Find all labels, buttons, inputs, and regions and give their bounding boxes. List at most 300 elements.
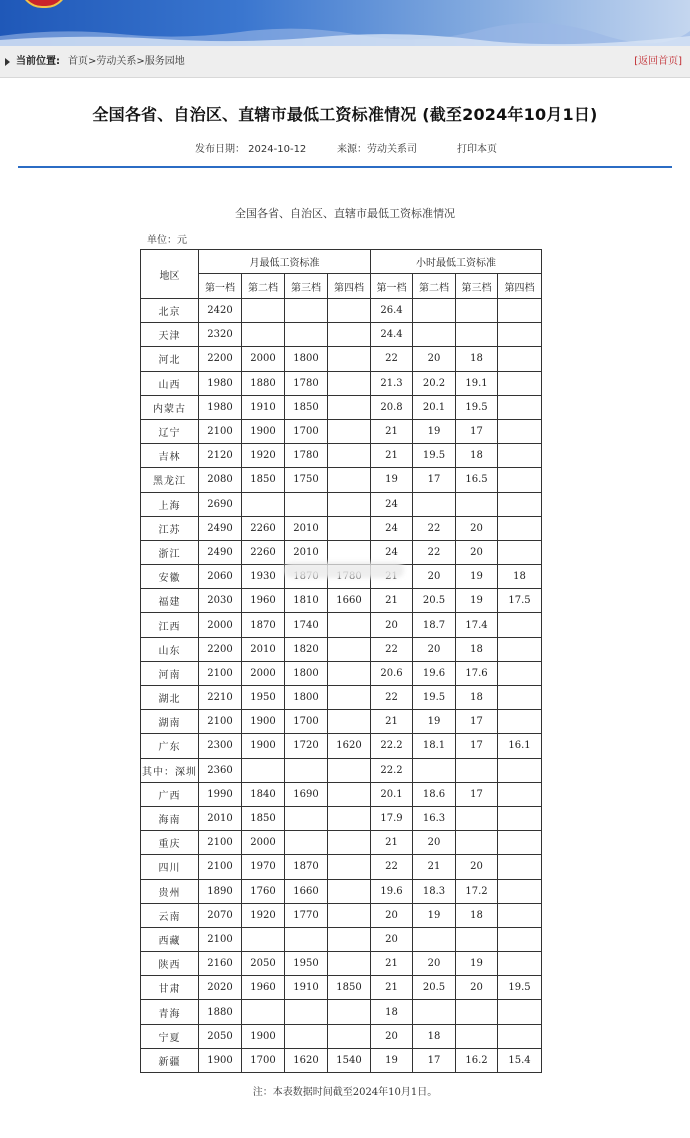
table-row xyxy=(141,903,542,927)
monthly-value-cell: 2080 xyxy=(199,468,242,492)
hourly-value-cell: 17.4 xyxy=(456,613,498,637)
hourly-value-cell xyxy=(498,806,542,830)
hourly-value-cell: 21 xyxy=(371,710,413,734)
hourly-value-cell: 19 xyxy=(456,589,498,613)
region-cell: 湖北 xyxy=(141,686,199,710)
monthly-value-cell xyxy=(242,758,285,782)
monthly-value-cell: 2490 xyxy=(199,516,242,540)
region-cell: 辽宁 xyxy=(141,419,199,443)
hourly-value-cell xyxy=(498,855,542,879)
monthly-value-cell xyxy=(328,879,371,903)
region-cell: 新疆 xyxy=(141,1048,199,1072)
hourly-value-cell xyxy=(498,613,542,637)
monthly-value-cell: 1540 xyxy=(328,1048,371,1072)
monthly-value-cell: 1620 xyxy=(328,734,371,758)
hourly-value-cell xyxy=(498,903,542,927)
monthly-value-cell: 2320 xyxy=(199,323,242,347)
hourly-value-cell: 19.6 xyxy=(413,661,456,685)
table-row xyxy=(141,855,542,879)
monthly-value-cell xyxy=(285,299,328,323)
monthly-value-cell: 1920 xyxy=(242,444,285,468)
hourly-value-cell: 18.1 xyxy=(413,734,456,758)
hourly-tier-header: 第三档 xyxy=(456,274,498,299)
region-header: 地区 xyxy=(141,250,199,299)
monthly-value-cell: 2050 xyxy=(242,952,285,976)
table-row xyxy=(141,1048,542,1072)
hourly-value-cell: 20 xyxy=(413,831,456,855)
hourly-value-cell xyxy=(498,395,542,419)
hourly-value-cell xyxy=(498,299,542,323)
hourly-value-cell: 22 xyxy=(371,855,413,879)
region-cell: 云南 xyxy=(141,903,199,927)
region-cell: 安徽 xyxy=(141,565,199,589)
monthly-value-cell: 1960 xyxy=(242,976,285,1000)
hourly-value-cell: 21.3 xyxy=(371,371,413,395)
hourly-value-cell: 18 xyxy=(456,686,498,710)
print-page-link[interactable]: 打印本页 xyxy=(457,144,497,155)
hourly-value-cell: 17.9 xyxy=(371,806,413,830)
hourly-value-cell xyxy=(498,758,542,782)
hourly-value-cell xyxy=(498,952,542,976)
monthly-value-cell: 1800 xyxy=(285,661,328,685)
hourly-tier-header: 第一档 xyxy=(371,274,413,299)
hourly-value-cell: 17 xyxy=(456,782,498,806)
hourly-value-cell: 18 xyxy=(371,1000,413,1024)
monthly-value-cell: 1980 xyxy=(199,395,242,419)
monthly-value-cell: 1750 xyxy=(285,468,328,492)
hourly-value-cell: 17.6 xyxy=(456,661,498,685)
table-row xyxy=(141,1024,542,1048)
monthly-tier-header: 第三档 xyxy=(285,274,328,299)
table-row xyxy=(141,661,542,685)
hourly-value-cell: 21 xyxy=(371,589,413,613)
hourly-value-cell: 20 xyxy=(371,1024,413,1048)
table-row xyxy=(141,806,542,830)
article-meta xyxy=(0,140,690,154)
hourly-value-cell: 22.2 xyxy=(371,758,413,782)
hourly-value-cell: 24 xyxy=(371,492,413,516)
monthly-value-cell xyxy=(328,686,371,710)
region-cell: 其中：深圳 xyxy=(141,758,199,782)
monthly-value-cell: 2200 xyxy=(199,637,242,661)
hourly-value-cell: 22 xyxy=(413,516,456,540)
region-cell: 广东 xyxy=(141,734,199,758)
monthly-value-cell: 2060 xyxy=(199,565,242,589)
hourly-value-cell: 18 xyxy=(456,347,498,371)
monthly-value-cell: 1900 xyxy=(242,419,285,443)
hourly-header: 小时最低工资标准 xyxy=(371,250,542,274)
hourly-value-cell: 24.4 xyxy=(371,323,413,347)
monthly-value-cell: 1700 xyxy=(285,419,328,443)
monthly-value-cell xyxy=(328,758,371,782)
hourly-value-cell xyxy=(498,927,542,951)
hourly-value-cell xyxy=(413,299,456,323)
table-row xyxy=(141,444,542,468)
monthly-value-cell xyxy=(328,637,371,661)
monthly-value-cell xyxy=(328,395,371,419)
hourly-value-cell xyxy=(456,831,498,855)
hourly-value-cell: 21 xyxy=(371,419,413,443)
region-cell: 海南 xyxy=(141,806,199,830)
monthly-value-cell xyxy=(328,540,371,564)
hourly-value-cell: 17 xyxy=(413,1048,456,1072)
region-cell: 河南 xyxy=(141,661,199,685)
hourly-value-cell: 18 xyxy=(413,1024,456,1048)
monthly-value-cell: 2100 xyxy=(199,831,242,855)
breadcrumb-service-garden[interactable]: 服务园地 xyxy=(144,56,185,67)
hourly-value-cell: 20 xyxy=(413,637,456,661)
monthly-value-cell xyxy=(328,806,371,830)
monthly-value-cell: 1780 xyxy=(285,371,328,395)
article-source: 来源：劳动关系司 xyxy=(337,144,417,155)
table-row xyxy=(141,516,542,540)
region-cell: 浙江 xyxy=(141,540,199,564)
table-row xyxy=(141,952,542,976)
hourly-value-cell xyxy=(456,492,498,516)
hourly-value-cell: 18 xyxy=(456,903,498,927)
region-cell: 吉林 xyxy=(141,444,199,468)
monthly-value-cell: 1990 xyxy=(199,782,242,806)
region-cell: 陕西 xyxy=(141,952,199,976)
hourly-value-cell: 20.5 xyxy=(413,976,456,1000)
table-row xyxy=(141,395,542,419)
breadcrumb-labor-relations[interactable]: 劳动关系 xyxy=(96,56,137,67)
hourly-value-cell: 20 xyxy=(371,927,413,951)
hourly-value-cell: 19 xyxy=(413,710,456,734)
table-row xyxy=(141,879,542,903)
table-unit: 单位：元 xyxy=(147,235,187,246)
hourly-value-cell: 21 xyxy=(371,952,413,976)
region-cell: 北京 xyxy=(141,299,199,323)
hourly-value-cell: 19.5 xyxy=(413,444,456,468)
table-row xyxy=(141,299,542,323)
region-cell: 江西 xyxy=(141,613,199,637)
hourly-value-cell: 18 xyxy=(456,444,498,468)
hourly-value-cell: 17 xyxy=(413,468,456,492)
breadcrumb-separator: > xyxy=(88,56,97,67)
hourly-value-cell: 15.4 xyxy=(498,1048,542,1072)
monthly-value-cell: 1900 xyxy=(242,1024,285,1048)
monthly-value-cell xyxy=(328,516,371,540)
monthly-value-cell: 2010 xyxy=(285,540,328,564)
monthly-value-cell: 1900 xyxy=(242,710,285,734)
table-row xyxy=(141,492,542,516)
monthly-value-cell: 1910 xyxy=(285,976,328,1000)
monthly-value-cell: 2010 xyxy=(199,806,242,830)
monthly-value-cell: 1850 xyxy=(328,976,371,1000)
hourly-value-cell: 21 xyxy=(371,976,413,1000)
hourly-value-cell xyxy=(498,371,542,395)
region-cell: 广西 xyxy=(141,782,199,806)
monthly-value-cell: 2050 xyxy=(199,1024,242,1048)
hourly-value-cell: 20.1 xyxy=(413,395,456,419)
monthly-value-cell: 2100 xyxy=(199,419,242,443)
monthly-value-cell: 2260 xyxy=(242,540,285,564)
monthly-value-cell: 2000 xyxy=(242,661,285,685)
region-cell: 黑龙江 xyxy=(141,468,199,492)
hourly-value-cell xyxy=(413,927,456,951)
hourly-value-cell: 22 xyxy=(371,686,413,710)
monthly-tier-header: 第二档 xyxy=(242,274,285,299)
monthly-value-cell: 1930 xyxy=(242,565,285,589)
monthly-value-cell xyxy=(328,371,371,395)
monthly-value-cell: 1850 xyxy=(242,806,285,830)
hourly-value-cell xyxy=(498,516,542,540)
monthly-value-cell: 1840 xyxy=(242,782,285,806)
monthly-value-cell xyxy=(328,492,371,516)
hourly-value-cell: 19 xyxy=(371,1048,413,1072)
table-row xyxy=(141,540,542,564)
monthly-value-cell: 1900 xyxy=(199,1048,242,1072)
monthly-value-cell xyxy=(285,492,328,516)
monthly-value-cell: 1690 xyxy=(285,782,328,806)
hourly-tier-header: 第二档 xyxy=(413,274,456,299)
monthly-value-cell: 1850 xyxy=(285,395,328,419)
hourly-value-cell: 20 xyxy=(413,565,456,589)
region-cell: 贵州 xyxy=(141,879,199,903)
monthly-value-cell: 1880 xyxy=(242,371,285,395)
title-divider xyxy=(18,166,672,168)
monthly-value-cell: 1800 xyxy=(285,686,328,710)
hourly-value-cell xyxy=(498,782,542,806)
header-banner xyxy=(0,0,690,46)
hourly-value-cell xyxy=(498,347,542,371)
region-cell: 湖南 xyxy=(141,710,199,734)
hourly-value-cell: 20.8 xyxy=(371,395,413,419)
region-cell: 山西 xyxy=(141,371,199,395)
monthly-value-cell xyxy=(242,323,285,347)
monthly-value-cell xyxy=(328,613,371,637)
table-row xyxy=(141,347,542,371)
table-header-row xyxy=(141,250,542,274)
hourly-value-cell: 17.2 xyxy=(456,879,498,903)
hourly-value-cell xyxy=(498,540,542,564)
table-row xyxy=(141,758,542,782)
back-home-link[interactable]: [返回首页] xyxy=(634,56,682,67)
region-cell: 福建 xyxy=(141,589,199,613)
monthly-value-cell xyxy=(328,347,371,371)
monthly-value-cell: 1700 xyxy=(285,710,328,734)
breadcrumb xyxy=(68,46,185,77)
monthly-value-cell xyxy=(328,927,371,951)
monthly-value-cell: 1910 xyxy=(242,395,285,419)
hourly-value-cell: 20.1 xyxy=(371,782,413,806)
monthly-value-cell xyxy=(328,661,371,685)
monthly-value-cell: 1740 xyxy=(285,613,328,637)
hourly-value-cell: 21 xyxy=(371,831,413,855)
monthly-value-cell: 2360 xyxy=(199,758,242,782)
hourly-value-cell xyxy=(498,444,542,468)
hourly-value-cell: 19.5 xyxy=(456,395,498,419)
monthly-value-cell: 2030 xyxy=(199,589,242,613)
hourly-value-cell xyxy=(413,323,456,347)
table-row xyxy=(141,589,542,613)
monthly-value-cell: 1890 xyxy=(199,879,242,903)
location-label: 当前位置: xyxy=(16,56,60,67)
monthly-value-cell xyxy=(328,444,371,468)
monthly-value-cell: 2200 xyxy=(199,347,242,371)
arrow-right-icon xyxy=(5,58,10,66)
monthly-tier-header: 第一档 xyxy=(199,274,242,299)
hourly-value-cell: 24 xyxy=(371,516,413,540)
hourly-value-cell xyxy=(498,710,542,734)
monthly-value-cell: 1870 xyxy=(285,855,328,879)
region-cell: 西藏 xyxy=(141,927,199,951)
hourly-value-cell: 22 xyxy=(371,637,413,661)
hourly-value-cell: 18.3 xyxy=(413,879,456,903)
hourly-value-cell: 20 xyxy=(413,347,456,371)
hourly-value-cell: 19 xyxy=(413,903,456,927)
monthly-value-cell xyxy=(242,492,285,516)
monthly-value-cell xyxy=(285,806,328,830)
hourly-value-cell: 19 xyxy=(413,419,456,443)
monthly-value-cell xyxy=(328,468,371,492)
hourly-value-cell: 19.6 xyxy=(371,879,413,903)
monthly-value-cell: 2000 xyxy=(242,347,285,371)
hourly-value-cell xyxy=(498,831,542,855)
monthly-value-cell: 2100 xyxy=(199,710,242,734)
breadcrumb-home[interactable]: 首页 xyxy=(68,56,88,67)
region-cell: 上海 xyxy=(141,492,199,516)
hourly-value-cell: 17 xyxy=(456,419,498,443)
monthly-value-cell xyxy=(285,927,328,951)
monthly-value-cell: 2100 xyxy=(199,855,242,879)
monthly-value-cell: 1950 xyxy=(242,686,285,710)
monthly-value-cell: 1850 xyxy=(242,468,285,492)
hourly-value-cell: 20 xyxy=(371,613,413,637)
monthly-value-cell: 2010 xyxy=(242,637,285,661)
hourly-value-cell: 22 xyxy=(413,540,456,564)
table-row xyxy=(141,927,542,951)
table-row xyxy=(141,976,542,1000)
monthly-value-cell: 2420 xyxy=(199,299,242,323)
hourly-value-cell xyxy=(498,323,542,347)
hourly-value-cell: 20 xyxy=(456,540,498,564)
monthly-value-cell: 2160 xyxy=(199,952,242,976)
minimum-wage-table xyxy=(140,249,542,1073)
hourly-value-cell xyxy=(498,637,542,661)
national-emblem-icon xyxy=(20,0,68,8)
region-cell: 河北 xyxy=(141,347,199,371)
hourly-value-cell: 18.6 xyxy=(413,782,456,806)
monthly-value-cell: 2000 xyxy=(242,831,285,855)
monthly-value-cell: 2210 xyxy=(199,686,242,710)
monthly-value-cell: 1810 xyxy=(285,589,328,613)
table-row xyxy=(141,782,542,806)
hourly-value-cell xyxy=(413,758,456,782)
monthly-value-cell xyxy=(242,1000,285,1024)
monthly-value-cell: 1980 xyxy=(199,371,242,395)
hourly-value-cell: 18 xyxy=(498,565,542,589)
monthly-value-cell xyxy=(328,903,371,927)
hourly-value-cell: 24 xyxy=(371,540,413,564)
hourly-value-cell: 19 xyxy=(456,952,498,976)
hourly-value-cell: 20 xyxy=(413,952,456,976)
hourly-value-cell: 26.4 xyxy=(371,299,413,323)
monthly-value-cell: 1760 xyxy=(242,879,285,903)
monthly-value-cell xyxy=(328,1024,371,1048)
hourly-value-cell: 16.5 xyxy=(456,468,498,492)
monthly-value-cell xyxy=(285,1000,328,1024)
hourly-value-cell: 19.5 xyxy=(413,686,456,710)
table-row xyxy=(141,419,542,443)
monthly-value-cell xyxy=(328,323,371,347)
monthly-value-cell: 1660 xyxy=(285,879,328,903)
location-bar xyxy=(0,46,690,78)
table-row xyxy=(141,710,542,734)
hourly-value-cell: 22 xyxy=(371,347,413,371)
table-row xyxy=(141,734,542,758)
monthly-value-cell xyxy=(328,855,371,879)
monthly-value-cell: 1770 xyxy=(285,903,328,927)
banner-landscape xyxy=(0,22,690,46)
region-cell: 内蒙古 xyxy=(141,395,199,419)
table-row xyxy=(141,831,542,855)
hourly-value-cell: 20.2 xyxy=(413,371,456,395)
monthly-value-cell xyxy=(328,1000,371,1024)
monthly-value-cell: 1720 xyxy=(285,734,328,758)
monthly-value-cell: 1660 xyxy=(328,589,371,613)
breadcrumb-separator: > xyxy=(136,56,145,67)
table-row xyxy=(141,637,542,661)
monthly-value-cell xyxy=(285,758,328,782)
hourly-value-cell: 17 xyxy=(456,734,498,758)
hourly-value-cell: 20.5 xyxy=(413,589,456,613)
monthly-value-cell: 1970 xyxy=(242,855,285,879)
hourly-value-cell: 20 xyxy=(456,855,498,879)
region-cell: 重庆 xyxy=(141,831,199,855)
hourly-value-cell: 19.5 xyxy=(498,976,542,1000)
blurred-watermark xyxy=(284,562,404,578)
hourly-value-cell: 21 xyxy=(413,855,456,879)
hourly-value-cell: 16.1 xyxy=(498,734,542,758)
region-cell: 天津 xyxy=(141,323,199,347)
region-cell: 江苏 xyxy=(141,516,199,540)
monthly-value-cell xyxy=(328,710,371,734)
hourly-value-cell xyxy=(456,806,498,830)
monthly-value-cell xyxy=(328,782,371,806)
hourly-value-cell xyxy=(456,323,498,347)
monthly-value-cell: 1920 xyxy=(242,903,285,927)
monthly-value-cell xyxy=(285,1024,328,1048)
hourly-value-cell xyxy=(498,492,542,516)
monthly-value-cell: 2000 xyxy=(199,613,242,637)
region-cell: 青海 xyxy=(141,1000,199,1024)
hourly-value-cell: 19 xyxy=(371,468,413,492)
monthly-value-cell: 1960 xyxy=(242,589,285,613)
monthly-value-cell: 1800 xyxy=(285,347,328,371)
monthly-value-cell: 2100 xyxy=(199,927,242,951)
monthly-value-cell xyxy=(242,299,285,323)
hourly-value-cell: 20 xyxy=(371,903,413,927)
hourly-value-cell xyxy=(456,927,498,951)
publish-date: 发布日期： 2024-10-12 xyxy=(195,144,307,155)
table-caption: 全国各省、自治区、直辖市最低工资标准情况 xyxy=(235,207,455,220)
monthly-value-cell: 1780 xyxy=(285,444,328,468)
monthly-value-cell: 2010 xyxy=(285,516,328,540)
region-cell: 山东 xyxy=(141,637,199,661)
monthly-tier-header: 第四档 xyxy=(328,274,371,299)
region-cell: 甘肃 xyxy=(141,976,199,1000)
hourly-value-cell xyxy=(498,468,542,492)
monthly-value-cell xyxy=(285,323,328,347)
monthly-value-cell: 1900 xyxy=(242,734,285,758)
hourly-value-cell xyxy=(498,419,542,443)
hourly-value-cell: 19.1 xyxy=(456,371,498,395)
monthly-value-cell xyxy=(328,831,371,855)
table-row xyxy=(141,1000,542,1024)
hourly-value-cell xyxy=(498,1024,542,1048)
